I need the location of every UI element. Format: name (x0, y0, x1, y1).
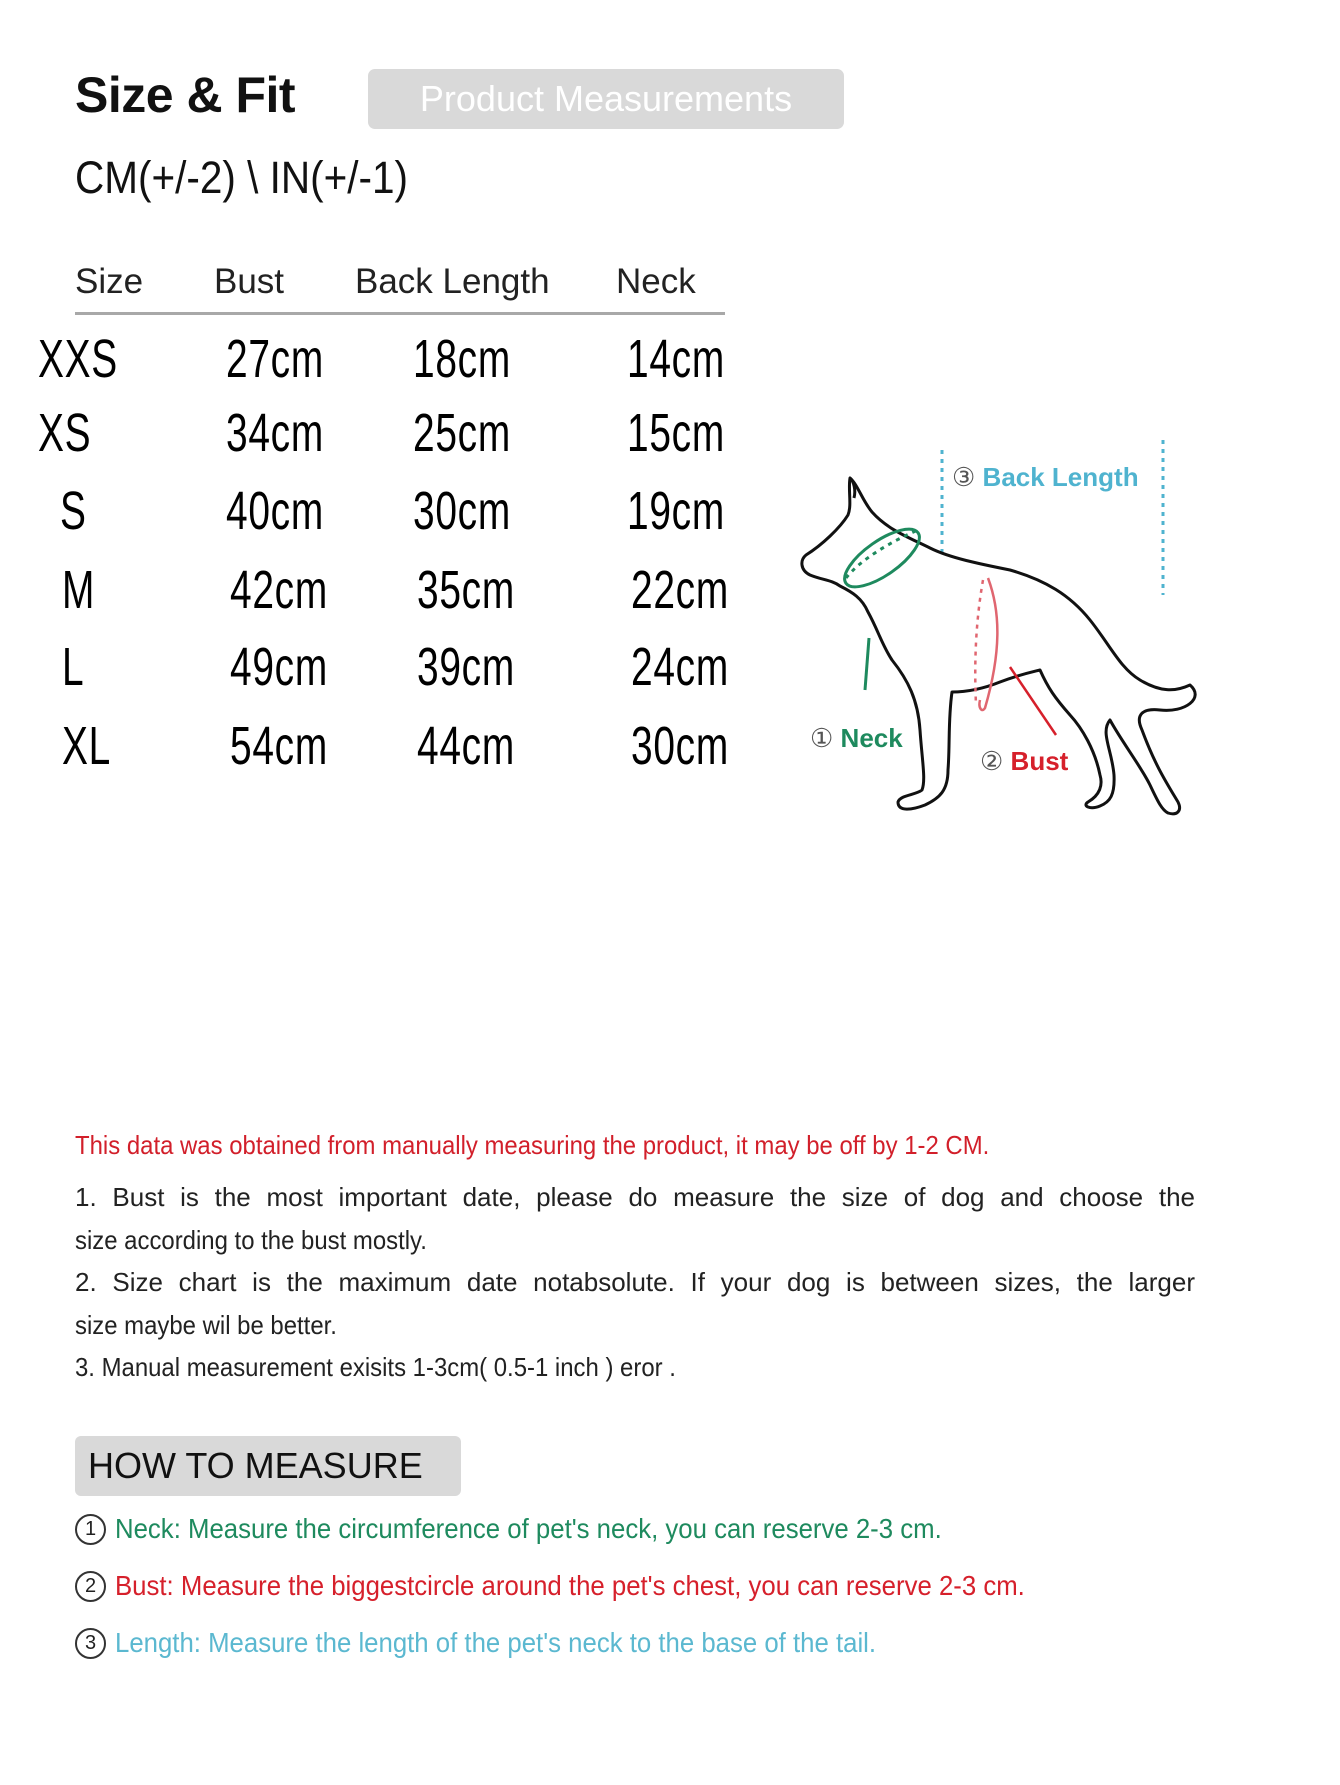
cell-size: M (62, 560, 96, 620)
note-3: 3. Manual measurement exisits 1-3cm( 0.5-1 inch ) eror . (75, 1352, 676, 1382)
back-length-number-icon: ③ (952, 462, 976, 492)
cell-neck: 19cm (627, 481, 725, 541)
cell-bust: 40cm (226, 481, 324, 541)
cell-bust: 54cm (230, 716, 328, 776)
column-header-neck: Neck (616, 262, 696, 301)
column-header-bust: Bust (214, 262, 285, 301)
bust-callout (980, 746, 1068, 777)
bust-measure-ring (979, 578, 997, 710)
cell-size: XXS (38, 329, 118, 389)
cell-size: XL (62, 716, 112, 776)
cell-bust: 49cm (230, 637, 328, 697)
step-text: Bust: Measure the biggestcircle around the pet's chest, you can reserve 2-3 cm. (115, 1570, 1025, 1601)
back-length-callout (952, 462, 1139, 493)
product-measurements-badge: Product Measurements (368, 69, 844, 129)
note-1-line-1: 1. Bust is the most important date, please do measure the size of dog and choose the (75, 1182, 1195, 1212)
neck-callout-label: Neck (840, 723, 903, 753)
cell-size: S (60, 481, 87, 541)
note-1-line-2: size according to the bust mostly. (75, 1225, 427, 1255)
step-text: Length: Measure the length of the pet's neck to the base of the tail. (115, 1627, 877, 1658)
column-header-size: Size (75, 262, 144, 301)
cell-size: XS (38, 403, 92, 463)
note-2-line-1: 2. Size chart is the maximum date notabsolute. If your dog is between sizes, the larger (75, 1267, 1195, 1297)
cell-back-length: 18cm (413, 329, 511, 389)
cell-back-length: 39cm (417, 637, 515, 697)
cell-size: L (62, 637, 85, 697)
bust-callout-label: Bust (1010, 746, 1069, 776)
header-divider (75, 312, 725, 315)
step-text: Neck: Measure the circumference of pet's neck, you can reserve 2-3 cm. (115, 1513, 942, 1544)
column-header-back-length: Back Length (355, 262, 550, 301)
cell-back-length: 44cm (417, 716, 515, 776)
measure-step (75, 1627, 942, 1659)
measure-step (75, 1513, 1014, 1545)
step-number-icon: 1 (75, 1514, 106, 1545)
bust-number-icon: ② (980, 746, 1004, 776)
page-title: Size & Fit (75, 67, 296, 123)
cell-back-length: 35cm (417, 560, 515, 620)
neck-callout (810, 723, 903, 754)
tolerance-note: CM(+/-2) \ IN(+/-1) (75, 152, 409, 203)
measure-step (75, 1570, 1104, 1602)
cell-bust: 34cm (226, 403, 324, 463)
cell-neck: 15cm (627, 403, 725, 463)
how-to-measure-heading: HOW TO MEASURE (75, 1436, 461, 1496)
cell-bust: 27cm (226, 329, 324, 389)
cell-back-length: 30cm (413, 481, 511, 541)
back-length-callout-label: Back Length (982, 462, 1139, 492)
neck-pointer (865, 638, 869, 690)
cell-neck: 24cm (631, 637, 729, 697)
bust-pointer (1010, 667, 1056, 735)
measurement-disclaimer: This data was obtained from manually measuring the product, it may be off by 1-2 CM. (75, 1130, 990, 1160)
note-2-line-2: size maybe wil be better. (75, 1310, 337, 1340)
dog-measurement-diagram (770, 430, 1270, 820)
cell-back-length: 25cm (413, 403, 511, 463)
cell-neck: 30cm (631, 716, 729, 776)
cell-neck: 22cm (631, 560, 729, 620)
cell-bust: 42cm (230, 560, 328, 620)
step-number-icon: 3 (75, 1628, 106, 1659)
neck-number-icon: ① (810, 723, 834, 753)
step-number-icon: 2 (75, 1571, 106, 1602)
cell-neck: 14cm (627, 329, 725, 389)
